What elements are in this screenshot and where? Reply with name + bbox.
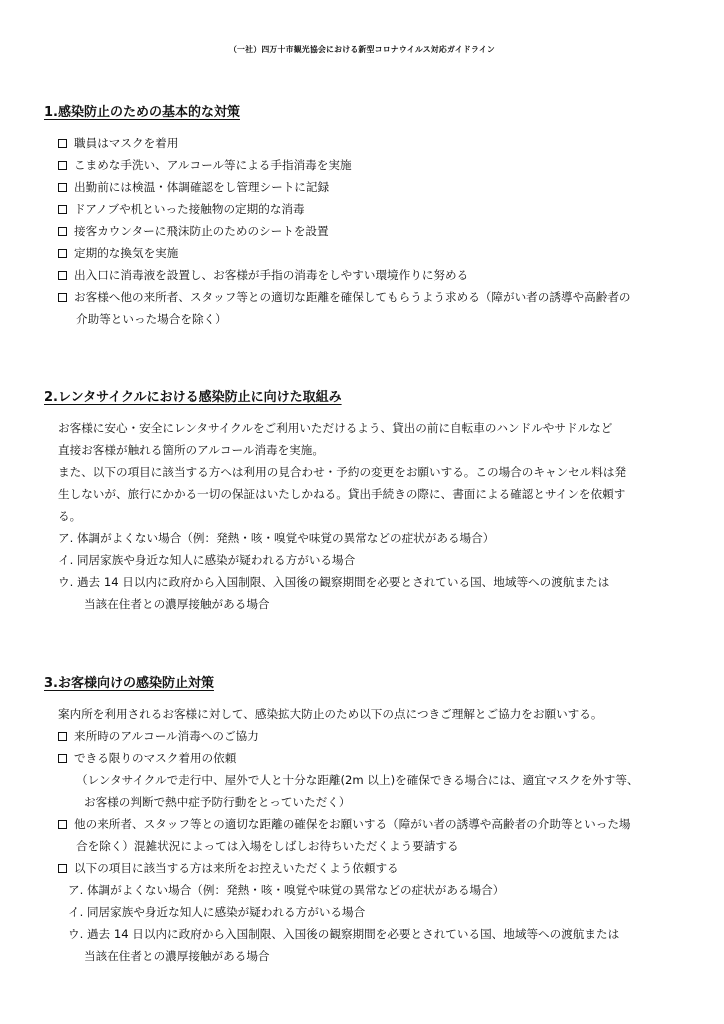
condition-item: ウ. 過去 14 日以内に政府から入国制限、入国後の観察期間を必要とされている国、地域等への渡航または — [58, 575, 610, 589]
paragraph-line: 生しないが、旅行にかかる一切の保証はいたしかねる。貸出手続きの際に、書面による確認とサインを依頼す — [58, 487, 626, 501]
condition-item-continuation: 当該在住者との濃厚接触がある場合 — [84, 597, 270, 611]
condition-item: ウ. 過去 14 日以内に政府から入国制限、入国後の観察期間を必要とされている国、地域等への渡航または — [68, 927, 620, 941]
condition-item: ア. 体調がよくない場合（例：発熱・咳・嗅覚や味覚の異常などの症状がある場合） — [58, 531, 495, 545]
paragraph-line: る。 — [58, 509, 82, 523]
checklist-item: ドアノブや机といった接触物の定期的な消毒 — [58, 201, 305, 217]
checklist-item: できる限りのマスク着用の依頼 — [58, 750, 236, 766]
checklist-item: お客様へ他の来所者、スタッフ等との適切な距離を確保してもらうよう求める（障がい者の誘導や高齢者の — [58, 289, 631, 305]
checklist-item-note: お客様の判断で熱中症予防行動をとっていただく） — [84, 795, 351, 809]
checklist-item: 以下の項目に該当する方は来所をお控えいただくよう依頼する — [58, 860, 399, 876]
checklist-item: 来所時のアルコール消毒へのご協力 — [58, 728, 259, 744]
paragraph-line: また、以下の項目に該当する方へは利用の見合わせ・予約の変更をお願いする。この場合のキャンセル料は発 — [58, 465, 627, 479]
document-title: （一社）四万十市観光協会における新型コロナウイルス対応ガイドライン — [228, 45, 496, 54]
checklist-item: 定期的な換気を実施 — [58, 245, 178, 261]
checklist-item-continuation: 介助等といった場合を除く） — [76, 312, 227, 326]
section3-intro: 案内所を利用されるお客様に対して、感染拡大防止のため以下の点につきご理解とご協力をお願いする。 — [58, 707, 603, 721]
condition-item: ア. 体調がよくない場合（例：発熱・咳・嗅覚や味覚の異常などの症状がある場合） — [68, 883, 505, 897]
checklist-item: 出勤前には検温・体調確認をし管理シートに記録 — [58, 179, 329, 195]
checkbox-icon — [58, 293, 67, 302]
condition-item: イ. 同居家族や身近な知人に感染が疑われる方がいる場合 — [58, 553, 356, 567]
section3-heading: 3.お客様向けの感染防止対策 — [44, 676, 214, 691]
checklist-item-note: （レンタサイクルで走行中、屋外で人と十分な距離(2m 以上)を確保できる場合には、適宜マスクを外す等、 — [76, 773, 639, 787]
condition-item: イ. 同居家族や身近な知人に感染が疑われる方がいる場合 — [68, 905, 366, 919]
checkbox-icon — [58, 754, 67, 763]
paragraph-line: 直接お客様が触れる箇所のアルコール消毒を実施。 — [58, 443, 324, 457]
checkbox-icon — [58, 864, 67, 873]
checkbox-icon — [58, 227, 67, 236]
checklist-item: 職員はマスクを着用 — [58, 135, 178, 151]
checklist-item: こまめな手洗い、アルコール等による手指消毒を実施 — [58, 157, 352, 173]
section2-heading: 2.レンタサイクルにおける感染防止に向けた取組み — [44, 390, 342, 405]
checklist-item: 他の来所者、スタッフ等との適切な距離の確保をお願いする（障がい者の誘導や高齢者の介助等といった場 — [58, 816, 631, 832]
checkbox-icon — [58, 271, 67, 280]
checklist-item: 接客カウンターに飛沫防止のためのシートを設置 — [58, 223, 329, 239]
section1-heading: 1.感染防止のための基本的な対策 — [44, 105, 240, 120]
checkbox-icon — [58, 205, 67, 214]
checkbox-icon — [58, 161, 67, 170]
checklist-item: 出入口に消毒液を設置し、お客様が手指の消毒をしやすい環境作りに努める — [58, 267, 468, 283]
checklist-item-continuation: 合を除く）混雑状況によっては入場をしばしお待ちいただくよう要請する — [76, 839, 459, 853]
checkbox-icon — [58, 732, 67, 741]
checkbox-icon — [58, 249, 67, 258]
checkbox-icon — [58, 820, 67, 829]
condition-item-continuation: 当該在住者との濃厚接触がある場合 — [84, 949, 270, 963]
checkbox-icon — [58, 139, 67, 148]
checkbox-icon — [58, 183, 67, 192]
paragraph-line: お客様に安心・安全にレンタサイクルをご利用いただけるよう、貸出の前に自転車のハンドルやサドルなど — [58, 421, 613, 435]
